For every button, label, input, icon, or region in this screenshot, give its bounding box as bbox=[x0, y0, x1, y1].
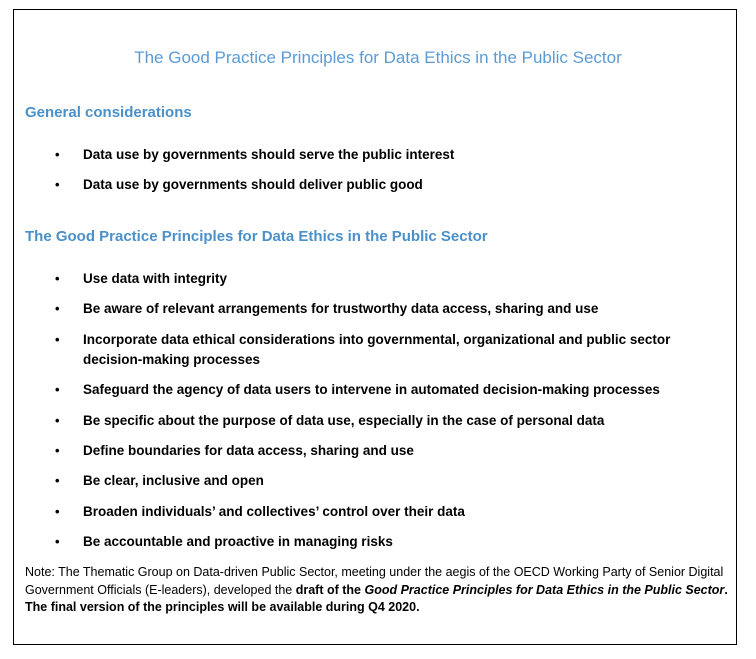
list-item bbox=[0, 175, 700, 195]
note-text: Note: The Thematic Group on Data-driven Public Sector, meeting under the aegis of the OECD Working Party of Senior Digital Government Officials (E-leaders), developed the bbox=[25, 565, 724, 597]
bullet-icon: • bbox=[55, 271, 60, 286]
bullet-icon: • bbox=[55, 147, 60, 162]
note-bold-text: draft of the bbox=[295, 582, 365, 597]
list-item bbox=[0, 411, 700, 431]
bullet-icon: • bbox=[55, 382, 60, 398]
list-item-text: Be aware of relevant arrangements for trustworthy data access, sharing and use bbox=[83, 301, 599, 317]
list-item-text: Safeguard the agency of data users to intervene in automated decision-making processes bbox=[83, 382, 660, 398]
footnote bbox=[25, 564, 729, 617]
bullet-icon: • bbox=[55, 177, 60, 192]
list-item-text: Define boundaries for data access, sharing and use bbox=[83, 442, 414, 458]
general-considerations-heading: General considerations bbox=[25, 104, 192, 121]
note-bold-text: . The final version of the principles will be available during Q4 2020. bbox=[25, 582, 728, 614]
list-item-text: Broaden individuals’ and collectives’ control over their data bbox=[83, 503, 465, 519]
list-item bbox=[0, 330, 700, 370]
bullet-icon: • bbox=[55, 301, 60, 317]
list-item bbox=[0, 269, 700, 289]
bullet-icon: • bbox=[55, 331, 60, 347]
list-item bbox=[0, 299, 700, 319]
bullet-icon: • bbox=[55, 412, 60, 428]
page-title: The Good Practice Principles for Data Ethics in the Public Sector bbox=[134, 48, 622, 67]
general-list bbox=[0, 145, 700, 195]
list-item bbox=[0, 441, 700, 461]
principles-list bbox=[0, 269, 700, 552]
list-item bbox=[0, 145, 700, 165]
note-document-title: Good Practice Principles for Data Ethics in the Public Sector bbox=[364, 582, 725, 597]
list-item bbox=[0, 502, 700, 522]
bullet-icon: • bbox=[55, 473, 60, 489]
list-item-text: Be specific about the purpose of data use, especially in the case of personal data bbox=[83, 412, 605, 428]
list-item-text: Data use by governments should serve the public interest bbox=[83, 147, 455, 162]
list-item-text: Data use by governments should deliver public good bbox=[83, 177, 423, 192]
bullet-icon: • bbox=[55, 503, 60, 519]
list-item-text: Incorporate data ethical considerations into governmental, organizational and public sector decision-making processes bbox=[83, 331, 671, 367]
list-item-text: Be clear, inclusive and open bbox=[83, 473, 264, 489]
list-item-text: Be accountable and proactive in managing risks bbox=[83, 534, 393, 550]
list-item bbox=[0, 471, 700, 491]
list-item bbox=[0, 532, 700, 552]
list-item bbox=[0, 380, 700, 400]
list-item-text: Use data with integrity bbox=[83, 271, 228, 286]
bullet-icon: • bbox=[55, 534, 60, 550]
principles-heading: The Good Practice Principles for Data Ethics in the Public Sector bbox=[25, 228, 488, 245]
bullet-icon: • bbox=[55, 442, 60, 458]
